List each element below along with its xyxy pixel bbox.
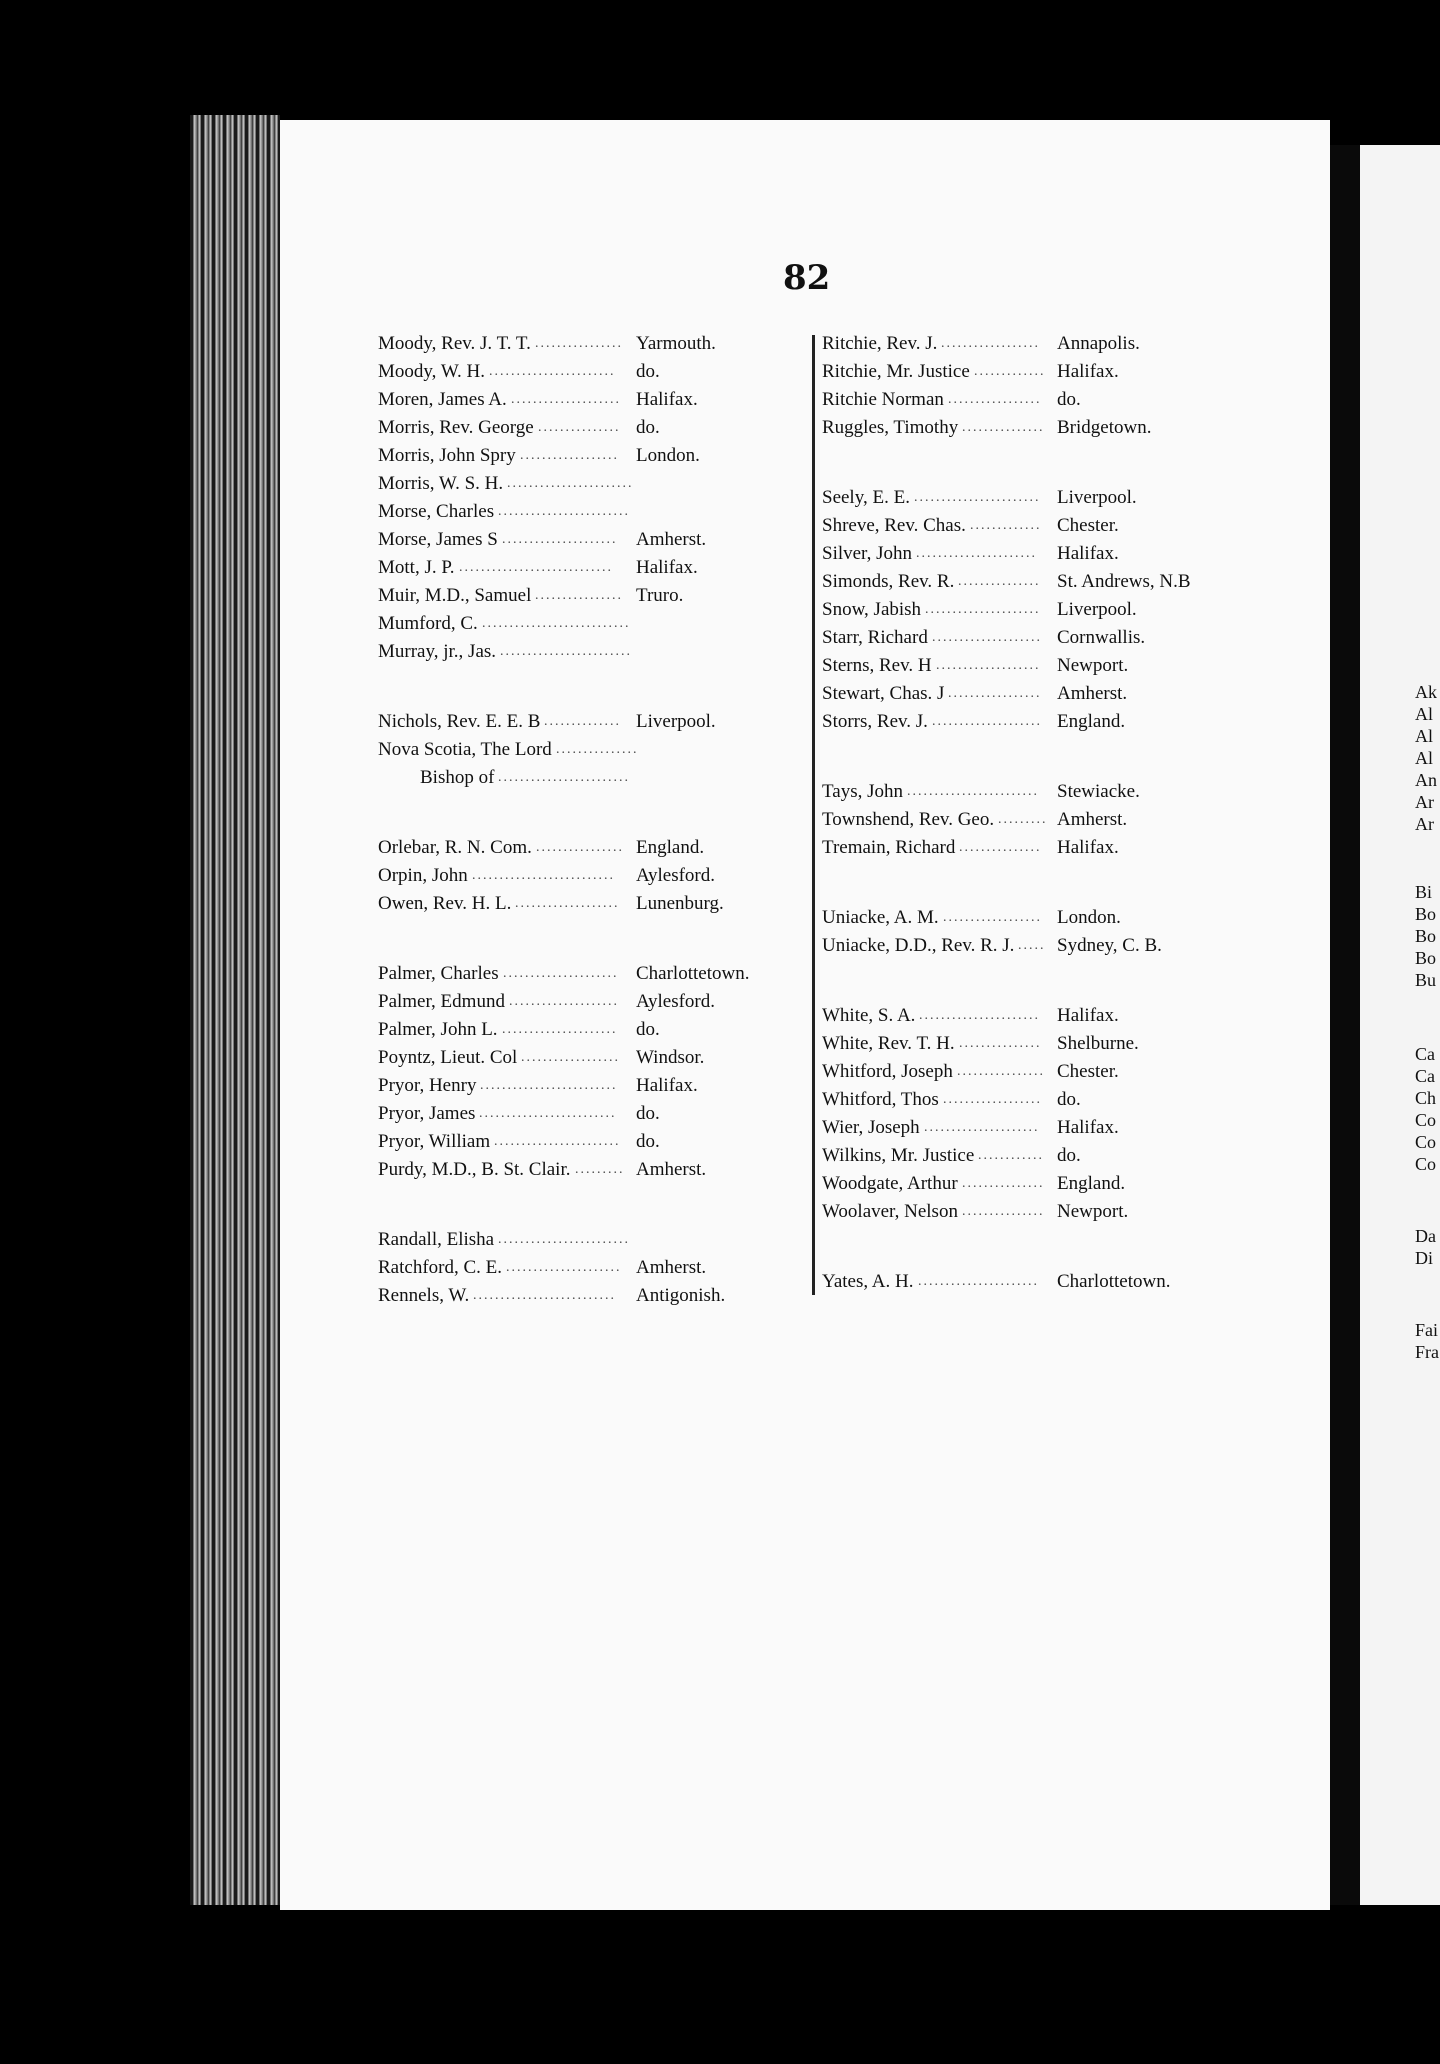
adjacent-page-fragment: Ch <box>1415 1088 1437 1108</box>
leader-dots: ........................ <box>907 784 1039 799</box>
entry-place: Chester. <box>1057 515 1119 536</box>
directory-entry <box>378 1156 768 1184</box>
leader-dots: .................... <box>511 392 621 407</box>
entry-name: Orlebar, R. N. Com. <box>378 837 532 858</box>
entry-place: Halifax. <box>1057 1005 1119 1026</box>
directory-entry <box>822 568 1242 596</box>
directory-entry <box>822 512 1242 540</box>
adjacent-page-fragment: Al <box>1415 704 1433 724</box>
leader-dots: ............... <box>958 574 1041 589</box>
leader-dots: ....................... <box>489 364 616 379</box>
directory-entry <box>822 1142 1242 1170</box>
directory-entry <box>378 610 768 638</box>
adjacent-page-fragment: Al <box>1415 726 1433 746</box>
entry-place: Halifax. <box>1057 837 1119 858</box>
leader-dots: ............................ <box>459 560 613 575</box>
directory-entry <box>822 1268 1242 1296</box>
entry-place: Charlottetown. <box>1057 1271 1171 1292</box>
leader-dots: ........................ <box>500 644 632 659</box>
column-divider <box>812 335 815 1295</box>
entry-place: Yarmouth. <box>636 333 716 354</box>
book-page-edges <box>190 115 280 1905</box>
entry-place: Halifax. <box>1057 361 1119 382</box>
entry-place: do. <box>636 1019 660 1040</box>
entry-name: Moren, James A. <box>378 389 507 410</box>
entry-place: do. <box>1057 1145 1081 1166</box>
leader-dots: ............... <box>959 840 1042 855</box>
directory-entry <box>378 1044 768 1072</box>
leader-dots: ..................... <box>502 532 618 547</box>
directory-entry <box>378 470 768 498</box>
directory-entry <box>822 386 1242 414</box>
adjacent-page-fragment: An <box>1415 770 1437 790</box>
adjacent-page-fragment: Ak <box>1415 682 1437 702</box>
directory-entry <box>822 414 1242 442</box>
leader-dots: ................ <box>535 336 623 351</box>
directory-entry <box>822 358 1242 386</box>
entry-name: Morris, Rev. George <box>378 417 534 438</box>
directory-entry <box>378 498 768 526</box>
entry-place: England. <box>1057 711 1126 732</box>
entry-name: Silver, John <box>822 543 913 564</box>
directory-entry <box>378 834 768 862</box>
entry-name: Yates, A. H. <box>822 1271 914 1292</box>
entry-place: England. <box>1057 1173 1126 1194</box>
leader-dots: ......... <box>998 812 1048 827</box>
entry-name: Tremain, Richard <box>822 837 956 858</box>
adjacent-page-fragment: Fra <box>1415 1342 1439 1362</box>
directory-entry <box>378 764 768 792</box>
entry-name: Seely, E. E. <box>822 487 910 508</box>
directory-entry <box>822 932 1242 960</box>
adjacent-page-fragment: Co <box>1415 1132 1437 1152</box>
adjacent-page-fragment: Fai <box>1415 1320 1439 1340</box>
entry-name: Ritchie, Rev. J. <box>822 333 938 354</box>
entry-name: Woodgate, Arthur <box>822 1173 958 1194</box>
entry-name: Palmer, Charles <box>378 963 499 984</box>
leader-dots: ................. <box>948 686 1042 701</box>
directory-entry <box>378 1072 768 1100</box>
entry-place: do. <box>1057 1089 1081 1110</box>
entry-place: Newport. <box>1057 1201 1129 1222</box>
directory-entry <box>378 414 768 442</box>
adjacent-page-fragment: Bi <box>1415 882 1433 902</box>
entry-name: Nichols, Rev. E. E. B <box>378 711 541 732</box>
entry-name: Stewart, Chas. J <box>822 683 945 704</box>
adjacent-page-fragment: Ar <box>1415 792 1434 812</box>
directory-entry <box>822 778 1242 806</box>
entry-place: Cornwallis. <box>1057 627 1146 648</box>
entry-place: Aylesford. <box>636 991 715 1012</box>
entry-place: Chester. <box>1057 1061 1119 1082</box>
entry-name: White, S. A. <box>822 1005 916 1026</box>
entry-name: Palmer, Edmund <box>378 991 505 1012</box>
adjacent-page-fragment: Ca <box>1415 1066 1435 1086</box>
entry-name: Ritchie Norman <box>822 389 944 410</box>
entry-place: Stewiacke. <box>1057 781 1140 802</box>
entry-name: Purdy, M.D., B. St. Clair. <box>378 1159 571 1180</box>
entry-name: Rennels, W. <box>378 1285 470 1306</box>
directory-entry <box>378 582 768 610</box>
directory-entry <box>378 358 768 386</box>
directory-entry <box>822 680 1242 708</box>
leader-dots: ............... <box>556 742 639 757</box>
entry-place: England. <box>636 837 705 858</box>
leader-dots: ..... <box>1018 938 1046 953</box>
directory-entry <box>822 1030 1242 1058</box>
entry-place: do. <box>636 1131 660 1152</box>
adjacent-page <box>1360 145 1440 1905</box>
entry-place: Amherst. <box>636 1159 707 1180</box>
leader-dots: .................. <box>520 448 619 463</box>
entry-place: do. <box>636 361 660 382</box>
entry-name: Pryor, William <box>378 1131 491 1152</box>
entry-name: Morris, John Spry <box>378 445 516 466</box>
leader-dots: .................. <box>521 1050 620 1065</box>
directory-entry <box>378 1282 768 1310</box>
directory-entry <box>378 1016 768 1044</box>
leader-dots: ...................... <box>916 546 1037 561</box>
leader-dots: .................. <box>943 910 1042 925</box>
entry-name: Tays, John <box>822 781 904 802</box>
directory-entry <box>822 708 1242 736</box>
directory-entry <box>822 1114 1242 1142</box>
entry-place: London. <box>1057 907 1121 928</box>
entry-place: Halifax. <box>636 389 698 410</box>
entry-name: Owen, Rev. H. L. <box>378 893 512 914</box>
entry-place: Bridgetown. <box>1057 417 1152 438</box>
entry-name: Morris, W. S. H. <box>378 473 504 494</box>
adjacent-page-fragment: Bo <box>1415 904 1437 924</box>
leader-dots: ................ <box>957 1064 1045 1079</box>
entry-name: White, Rev. T. H. <box>822 1033 955 1054</box>
entry-place: Windsor. <box>636 1047 705 1068</box>
leader-dots: ............... <box>962 1204 1045 1219</box>
leader-dots: .................... <box>932 714 1042 729</box>
directory-entry <box>822 1058 1242 1086</box>
entry-name: Townshend, Rev. Geo. <box>822 809 995 830</box>
adjacent-page-fragment: Di <box>1415 1248 1433 1268</box>
entry-place: Halifax. <box>1057 1117 1119 1138</box>
leader-dots: ........................ <box>498 1232 630 1247</box>
entry-place: Charlottetown. <box>636 963 750 984</box>
entry-place: Aylesford. <box>636 865 715 886</box>
entry-place: Annapolis. <box>1057 333 1140 354</box>
entry-name: Woolaver, Nelson <box>822 1201 958 1222</box>
leader-dots: ............. <box>970 518 1042 533</box>
directory-entry <box>822 834 1242 862</box>
directory-entry <box>378 526 768 554</box>
entry-name: Wier, Joseph <box>822 1117 920 1138</box>
directory-entry <box>378 442 768 470</box>
entry-name: Sterns, Rev. H <box>822 655 932 676</box>
adjacent-page-fragment: Co <box>1415 1110 1437 1130</box>
entry-place: Halifax. <box>1057 543 1119 564</box>
directory-entry <box>822 1002 1242 1030</box>
leader-dots: ............. <box>974 364 1046 379</box>
leader-dots: ............ <box>978 1148 1044 1163</box>
leader-dots: ......................... <box>480 1078 618 1093</box>
entry-name: Simonds, Rev. R. <box>822 571 955 592</box>
directory-entry <box>822 1198 1242 1226</box>
directory-entry <box>378 1100 768 1128</box>
leader-dots: .................. <box>941 336 1040 351</box>
entry-name: Ratchford, C. E. <box>378 1257 503 1278</box>
entry-name: Poyntz, Lieut. Col <box>378 1047 518 1068</box>
book-gutter <box>1330 145 1360 1905</box>
entry-place: do. <box>636 1103 660 1124</box>
leader-dots: ....................... <box>507 476 634 491</box>
directory-entry <box>378 386 768 414</box>
entry-name: Starr, Richard <box>822 627 928 648</box>
leader-dots: ..................... <box>925 602 1041 617</box>
entry-place: Lunenburg. <box>636 893 724 914</box>
leader-dots: ............... <box>962 1176 1045 1191</box>
entry-place: Liverpool. <box>1057 487 1137 508</box>
directory-entry <box>378 554 768 582</box>
leader-dots: ........................ <box>498 504 630 519</box>
entry-name: Ritchie, Mr. Justice <box>822 361 970 382</box>
entry-name: Ruggles, Timothy <box>822 417 959 438</box>
entry-name: Murray, jr., Jas. <box>378 641 497 662</box>
entry-place: Liverpool. <box>636 711 716 732</box>
leader-dots: .................. <box>943 1092 1042 1107</box>
leader-dots: .................... <box>932 630 1042 645</box>
entry-place: Halifax. <box>636 1075 698 1096</box>
entry-place: Liverpool. <box>1057 599 1137 620</box>
entry-name: Uniacke, D.D., Rev. R. J. <box>822 935 1015 956</box>
directory-entry <box>822 540 1242 568</box>
entry-place: Amherst. <box>1057 809 1128 830</box>
adjacent-page-fragment: Ar <box>1415 814 1434 834</box>
leader-dots: ............... <box>538 420 621 435</box>
entry-place: do. <box>636 417 660 438</box>
directory-entry <box>378 890 768 918</box>
directory-entry <box>378 988 768 1016</box>
entry-name: Palmer, John L. <box>378 1019 498 1040</box>
directory-entry <box>822 596 1242 624</box>
adjacent-page-fragment: Co <box>1415 1154 1437 1174</box>
entry-name: Mott, J. P. <box>378 557 455 578</box>
leader-dots: ........................... <box>482 616 631 631</box>
directory-entry <box>822 624 1242 652</box>
entry-place: Shelburne. <box>1057 1033 1139 1054</box>
directory-entry <box>378 736 768 764</box>
directory-entry <box>378 862 768 890</box>
adjacent-page-fragment: Ca <box>1415 1044 1435 1064</box>
leader-dots: ................ <box>536 840 624 855</box>
adjacent-page-fragment: Da <box>1415 1226 1436 1246</box>
directory-entry <box>822 484 1242 512</box>
entry-place: St. Andrews, N.B <box>1057 571 1191 592</box>
entry-name: Whitford, Thos <box>822 1089 939 1110</box>
entry-place: Halifax. <box>636 557 698 578</box>
leader-dots: ..................... <box>506 1260 622 1275</box>
directory-entry <box>378 708 768 736</box>
entry-name: Mumford, C. <box>378 613 478 634</box>
leader-dots: ......... <box>575 1162 625 1177</box>
directory-entry <box>378 638 768 666</box>
adjacent-page-fragment: Bu <box>1415 970 1437 990</box>
entry-place: Amherst. <box>636 1257 707 1278</box>
entry-name: Wilkins, Mr. Justice <box>822 1145 975 1166</box>
leader-dots: ............... <box>962 420 1045 435</box>
directory-entry <box>378 960 768 988</box>
directory-entry <box>822 330 1242 358</box>
leader-dots: .................... <box>509 994 619 1009</box>
directory-entry <box>822 806 1242 834</box>
page-number: 82 <box>783 258 831 298</box>
leader-dots: ................. <box>948 392 1042 407</box>
entry-name: Pryor, Henry <box>378 1075 477 1096</box>
adjacent-page-fragment: Al <box>1415 748 1433 768</box>
directory-entry <box>378 1128 768 1156</box>
directory-entry <box>822 904 1242 932</box>
entry-name: Whitford, Joseph <box>822 1061 953 1082</box>
entry-place: do. <box>1057 389 1081 410</box>
directory-entry <box>378 1226 768 1254</box>
leader-dots: ........................ <box>498 770 630 785</box>
leader-dots: ...................... <box>918 1274 1039 1289</box>
leader-dots: ..................... <box>503 966 619 981</box>
leader-dots: ..................... <box>924 1120 1040 1135</box>
leader-dots: ................... <box>515 896 620 911</box>
directory-entry <box>822 1170 1242 1198</box>
leader-dots: ....................... <box>914 490 1041 505</box>
leader-dots: ....................... <box>494 1134 621 1149</box>
leader-dots: .......................... <box>472 868 615 883</box>
entry-place: Amherst. <box>1057 683 1128 704</box>
entry-name: Nova Scotia, The Lord <box>378 739 552 760</box>
entry-place: Amherst. <box>636 529 707 550</box>
entry-name: Orpin, John <box>378 865 468 886</box>
leader-dots: ...................... <box>919 1008 1040 1023</box>
entry-name: Shreve, Rev. Chas. <box>822 515 966 536</box>
entry-name: Snow, Jabish <box>822 599 922 620</box>
adjacent-page-fragment: Bo <box>1415 926 1437 946</box>
leader-dots: .......................... <box>473 1288 616 1303</box>
leader-dots: ................ <box>535 588 623 603</box>
entry-name: Moody, Rev. J. T. T. <box>378 333 531 354</box>
entry-name: Bishop of <box>420 767 495 788</box>
entry-place: Sydney, C. B. <box>1057 935 1162 956</box>
entry-name: Uniacke, A. M. <box>822 907 939 928</box>
entry-place: Truro. <box>636 585 684 606</box>
entry-name: Muir, M.D., Samuel <box>378 585 532 606</box>
directory-entry <box>822 1086 1242 1114</box>
entry-name: Storrs, Rev. J. <box>822 711 928 732</box>
leader-dots: ..................... <box>502 1022 618 1037</box>
entry-name: Pryor, James <box>378 1103 476 1124</box>
entry-name: Randall, Elisha <box>378 1229 495 1250</box>
leader-dots: .............. <box>544 714 621 729</box>
entry-name: Morse, James S <box>378 529 498 550</box>
entry-place: Newport. <box>1057 655 1129 676</box>
entry-place: Antigonish. <box>636 1285 726 1306</box>
leader-dots: ................... <box>936 658 1041 673</box>
entry-name: Morse, Charles <box>378 501 495 522</box>
directory-entry <box>822 652 1242 680</box>
adjacent-page-fragment: Bo <box>1415 948 1437 968</box>
entry-name: Moody, W. H. <box>378 361 485 382</box>
entry-place: London. <box>636 445 700 466</box>
directory-entry <box>378 330 768 358</box>
directory-entry <box>378 1254 768 1282</box>
leader-dots: ......................... <box>479 1106 617 1121</box>
leader-dots: ............... <box>959 1036 1042 1051</box>
